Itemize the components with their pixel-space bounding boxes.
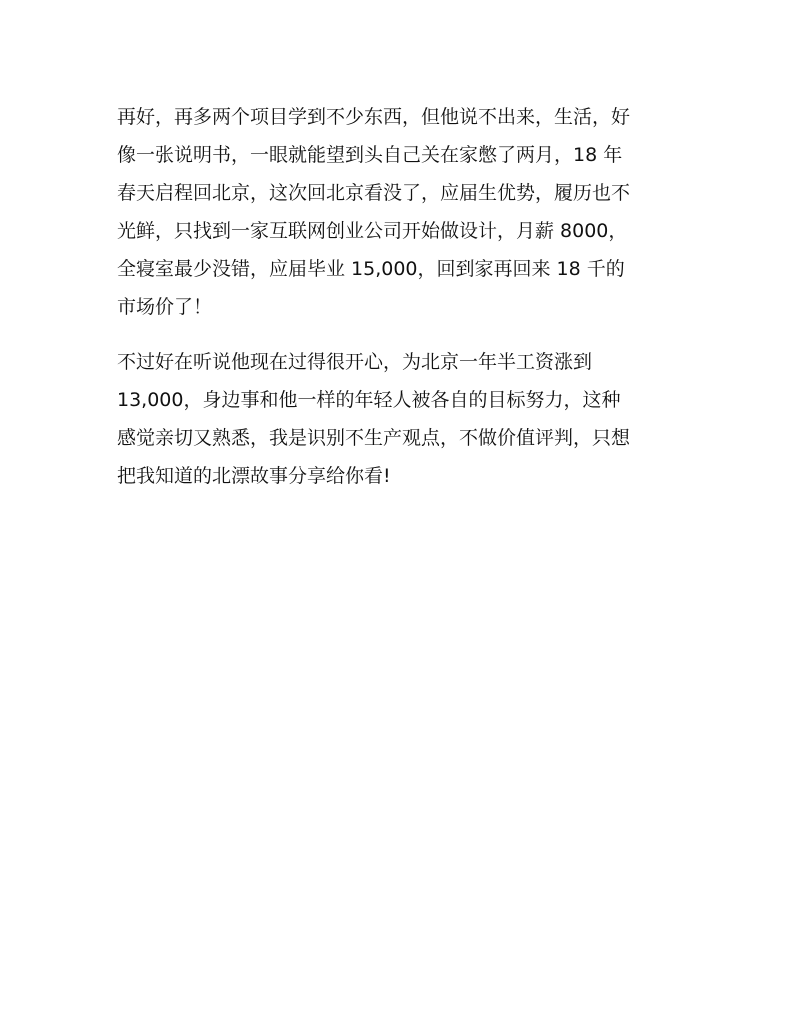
text-line: 春天启程回北京，这次回北京看没了，应届生优势，履历也不: [117, 182, 631, 204]
text-line: 全寝室最少没错，应届毕业 15,000，回到家再回来 18 千的: [117, 258, 625, 280]
text-line: 感觉亲切又熟悉，我是识别不生产观点，不做价值评判，只想: [117, 427, 631, 449]
text-line: 光鲜，只找到一家互联网创业公司开始做设计，月薪 8000，: [117, 220, 628, 242]
paragraph-2: [117, 343, 682, 495]
text-line: 13,000，身边事和他一样的年轻人被各自的目标努力，这种: [117, 389, 621, 411]
text-line: 市场价了！: [117, 296, 213, 318]
article-body: [117, 98, 682, 495]
text-line: 像一张说明书，一眼就能望到头自己关在家憋了两月，18 年: [117, 144, 623, 166]
paragraph-1: [117, 98, 682, 326]
paragraph-spacing: [117, 326, 682, 343]
text-line: 把我知道的北漂故事分享给你看!: [117, 465, 391, 487]
text-line: 再好，再多两个项目学到不少东西，但他说不出来，生活，好: [117, 106, 631, 128]
text-line: 不过好在听说他现在过得很开心，为北京一年半工资涨到: [117, 351, 593, 373]
